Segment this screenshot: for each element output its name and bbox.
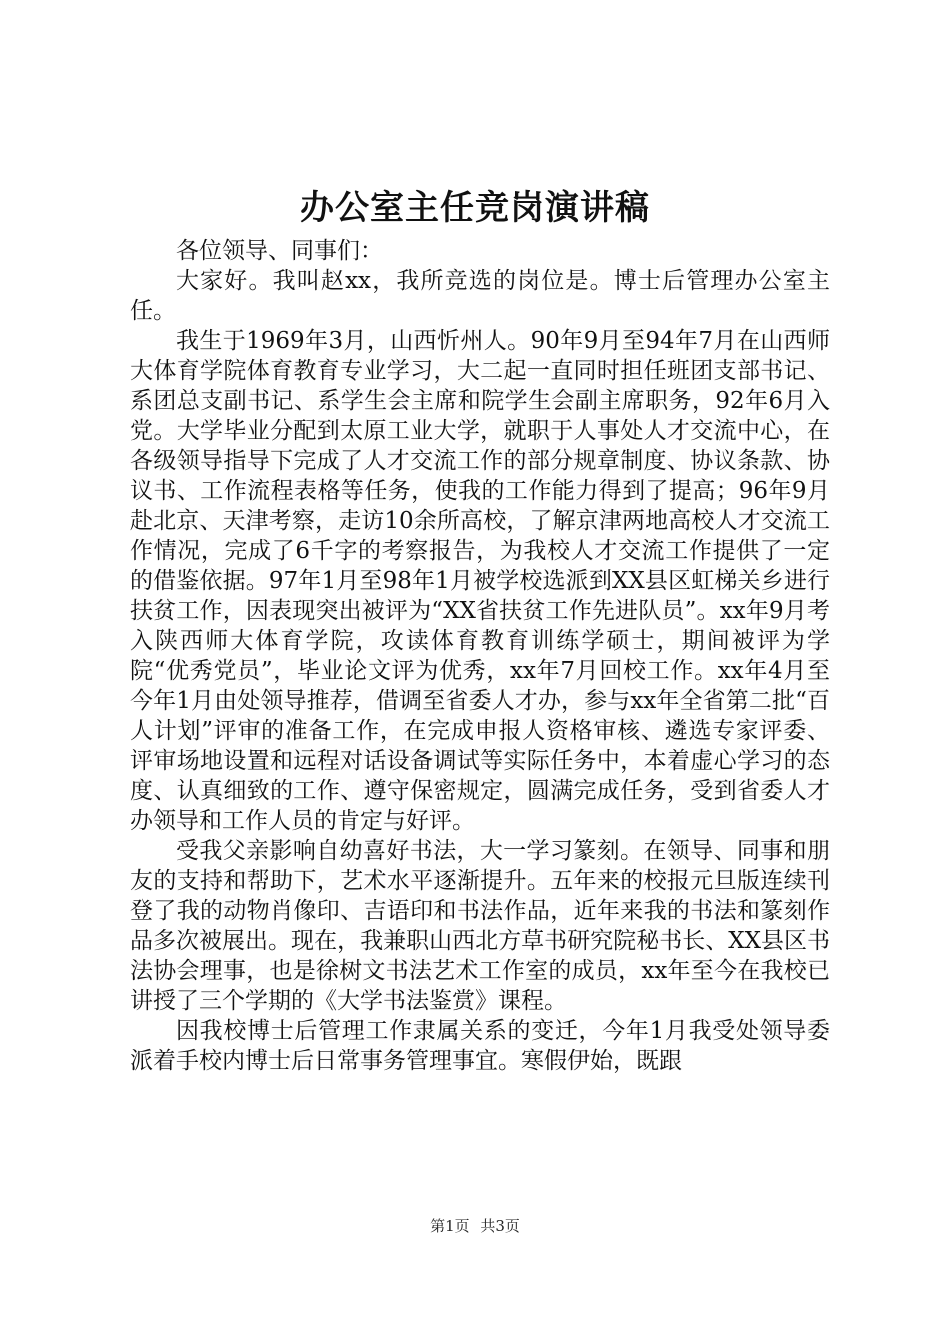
paragraph-postdoc: 因我校博士后管理工作隶属关系的变迁，今年1月我受处领导委派着手校内博士后日常事务管理事宜。寒假伊始，既跟 (130, 1018, 830, 1074)
page-number: 第1页 (430, 1217, 470, 1235)
document-body (130, 236, 830, 1076)
page-total: 共3页 (480, 1217, 520, 1235)
paragraph-background: 我生于1969年3月，山西忻州人。90年9月至94年7月在山西师大体育学院体育教育专业学习，大二起一直同时担任班团支部书记、系团总支副书记、系学生会主席和院学生会副主席职务，92年6月入党。大学毕业分配到太原工业大学，就职于人事处人才交流中心，在各级领导指导下完成了人才交流工作的部分规章制度、协议条款、协议书、工作流程表格等任务，使我的工作能力得到了提高；96年9月赴北京、天津考察，走访10余所高校，了解京津两地高校人才交流工作情况，完成了6千字的考察报告，为我校人才交流工作提供了一定的借鉴依据。97年1月至98年1月被学校选派到XX县区虹梯关乡进行扶贫工作，因表现突出被评为“XX省扶贫工作先进队员”。xx年9月考入陕西师大体育学院，攻读体育教育训练学硕士，期间被评为学院“优秀党员”，毕业论文评为优秀，xx年7月回校工作。xx年4月至今年1月由处领导推荐，借调至省委人才办，参与xx年全省第二批“百人计划”评审的准备工作，在完成申报人资格审核、遴选专家评委、评审场地设置和远程对话设备调试等实际任务中，本着虚心学习的态度、认真细致的工作、遵守保密规定，圆满完成任务，受到省委人才办领导和工作人员的肯定与好评。 (130, 328, 830, 834)
page-footer (0, 1216, 950, 1236)
paragraph-greeting: 大家好。我叫赵xx，我所竞选的岗位是。博士后管理办公室主任。 (130, 268, 830, 324)
paragraph-salutation: 各位领导、同事们： (176, 238, 383, 264)
paragraph-calligraphy: 受我父亲影响自幼喜好书法，大一学习篆刻。在领导、同事和朋友的支持和帮助下，艺术水平逐渐提升。五年来的校报元旦版连续刊登了我的动物肖像印、吉语印和书法作品，近年来我的书法和篆刻作品多次被展出。现在，我兼职山西北方草书研究院秘书长、XX县区书法协会理事，也是徐树文书法艺术工作室的成员，xx年至今在我校已讲授了三个学期的《大学书法鉴赏》课程。 (130, 838, 830, 1014)
document-title: 办公室主任竞岗演讲稿 (300, 188, 650, 228)
